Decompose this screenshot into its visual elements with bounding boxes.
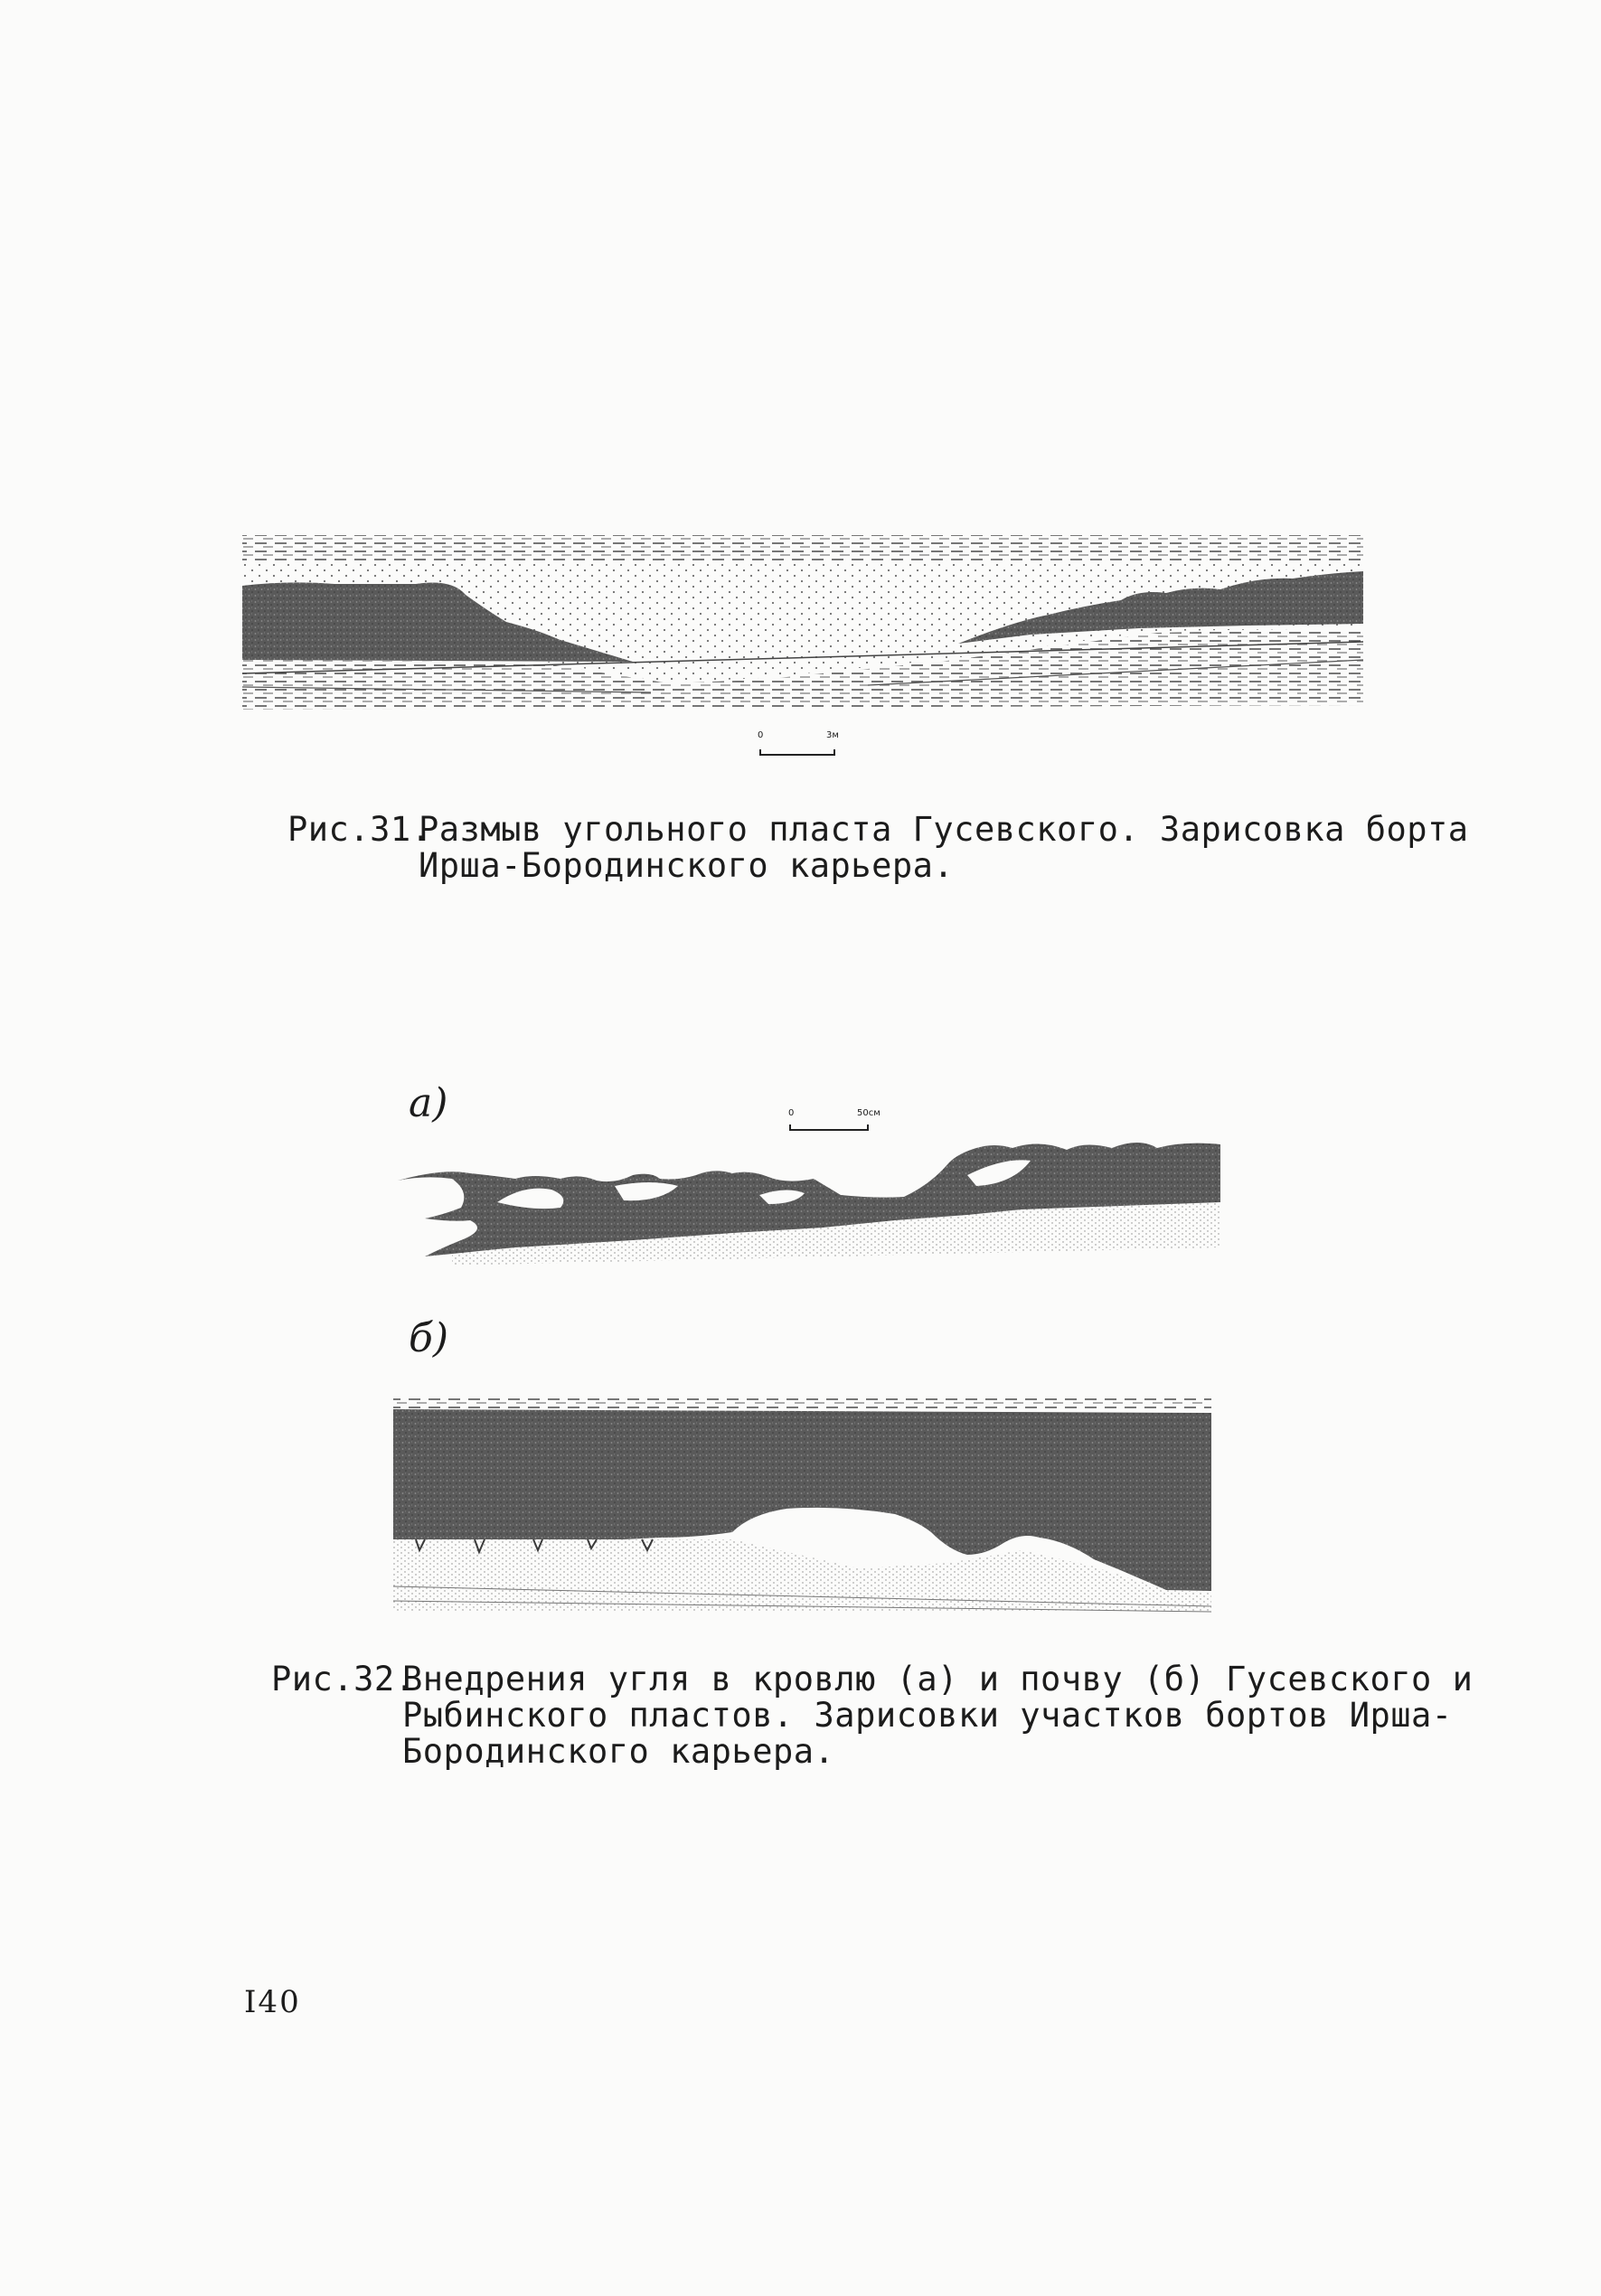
figure32-panel-b-label: б) [409,1315,449,1361]
upper-clay-b [393,1397,1211,1409]
figure32-scale-start: 0 [788,1108,795,1118]
figure32-caption-number: Рис.32. [271,1660,416,1698]
figure31-caption [287,812,1469,884]
upper-silt-layer [242,535,1363,560]
figure32-panel-a-drawing [389,1121,1220,1284]
figure32-caption-line-2: Рыбинского пластов. Зарисовки участков бортов Ирша- [402,1696,1453,1735]
figure31-scale-start: 0 [758,730,764,740]
figure32-panel-a-label: а) [409,1080,448,1126]
figure32-caption-line-1: Внедрения угля в кровлю (а) и почву (б) Гусевского и [402,1660,1474,1698]
figure31-caption-line-2: Ирша-Бородинского карьера. [419,846,955,885]
figure31-scale-end: 3м [826,730,839,740]
figure31-caption-number: Рис.31. [287,810,432,849]
figure31-drawing [235,524,1374,723]
figure32-caption [271,1661,1473,1770]
page-number: I40 [244,1984,301,2020]
figure32-scale-end: 50см [857,1108,881,1118]
figure32-panel-b-drawing [389,1397,1220,1614]
figure31-caption-line-1: Размыв угольного пласта Гусевского. Зарисовка борта [419,810,1469,849]
figure32-caption-line-3: Бородинского карьера. [402,1732,835,1771]
